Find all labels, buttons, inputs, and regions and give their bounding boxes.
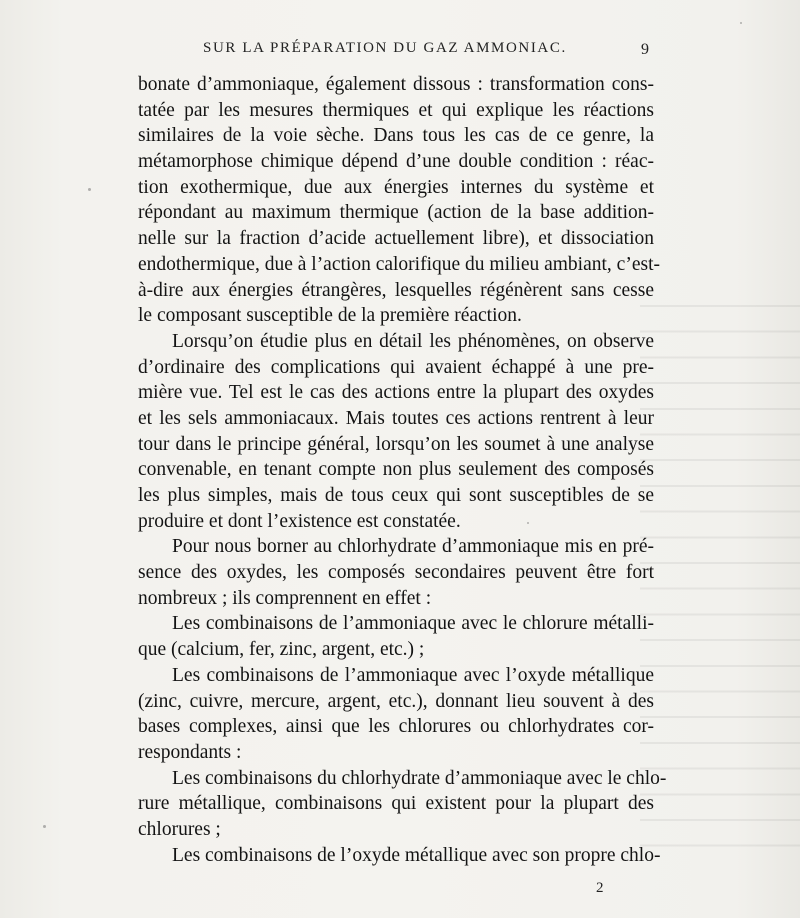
- text-line: à-dire aux énergies étrangères, lesquelles régénèrent sans cesse: [138, 279, 654, 301]
- running-title: SUR LA PRÉPARATION DU GAZ AMMONIAC.: [203, 40, 567, 56]
- text-line: convenable, en tenant compte non plus seulement des composés: [138, 459, 654, 481]
- text-line: d’ordinaire des complications qui avaient échappé à une pre-: [138, 356, 654, 378]
- text-line: tatée par les mesures thermiques et qui explique les réactions: [138, 99, 654, 121]
- text-line: rure métallique, combinaisons qui existent pour la plupart des: [138, 793, 654, 815]
- text-line: métamorphose chimique dépend d’une double condition : réac-: [138, 151, 654, 173]
- text-line: similaires de la voie sèche. Dans tous les cas de ce genre, la: [138, 125, 654, 147]
- text-line: Les combinaisons de l’ammoniaque avec l’oxyde métallique: [172, 664, 654, 686]
- text-line: répondant au maximum thermique (action de la base addition-: [138, 202, 654, 224]
- text-line: mière vue. Tel est le cas des actions entre la plupart des oxydes: [138, 382, 654, 404]
- text-line: bases complexes, ainsi que les chlorures ou chlorhydrates cor-: [138, 716, 654, 738]
- text-line: chlorures ;: [138, 818, 221, 840]
- text-line: nelle sur la fraction d’acide actuellement libre), et dissociation: [138, 228, 654, 250]
- text-line: tion exothermique, due aux énergies internes du système et: [138, 176, 654, 198]
- text-line: sence des oxydes, les composés secondaires peuvent être fort: [138, 562, 654, 584]
- print-speck: [740, 22, 742, 24]
- text-line: le composant susceptible de la première réaction.: [138, 305, 522, 327]
- page-number: 9: [641, 41, 649, 58]
- text-line: bonate d’ammoniaque, également dissous : transformation cons-: [138, 74, 654, 95]
- text-line: respondants :: [138, 741, 242, 763]
- print-speck: [43, 825, 46, 828]
- print-speck: [88, 188, 91, 191]
- text-line: (zinc, cuivre, mercure, argent, etc.), donnant lieu souvent à des: [138, 690, 654, 712]
- text-line: Les combinaisons du chlorhydrate d’ammoniaque avec le chlo-: [172, 767, 667, 789]
- text-line: Les combinaisons de l’oxyde métallique avec son propre chlo-: [172, 844, 661, 866]
- print-speck: [527, 522, 529, 524]
- text-line: tour dans le principe général, lorsqu’on les soumet à une analyse: [138, 433, 654, 455]
- signature-mark: 2: [596, 880, 604, 896]
- text-line: produire et dont l’existence est constatée.: [138, 510, 461, 532]
- text-line: Lorsqu’on étudie plus en détail les phénomènes, on observe: [172, 330, 654, 352]
- text-line: endothermique, due à l’action calorifique du milieu ambiant, c’est-: [138, 253, 660, 275]
- text-line: nombreux ; ils comprennent en effet :: [138, 587, 432, 609]
- text-line: que (calcium, fer, zinc, argent, etc.) ;: [138, 639, 425, 661]
- text-line: Pour nous borner au chlorhydrate d’ammoniaque mis en pré-: [172, 536, 654, 558]
- body-text: [138, 72, 667, 868]
- text-line: et les sels ammoniacaux. Mais toutes ces actions rentrent à leur: [138, 407, 654, 429]
- text-line: Les combinaisons de l’ammoniaque avec le chlorure métalli-: [172, 613, 654, 635]
- text-line: les plus simples, mais de tous ceux qui sont susceptibles de se: [138, 485, 654, 506]
